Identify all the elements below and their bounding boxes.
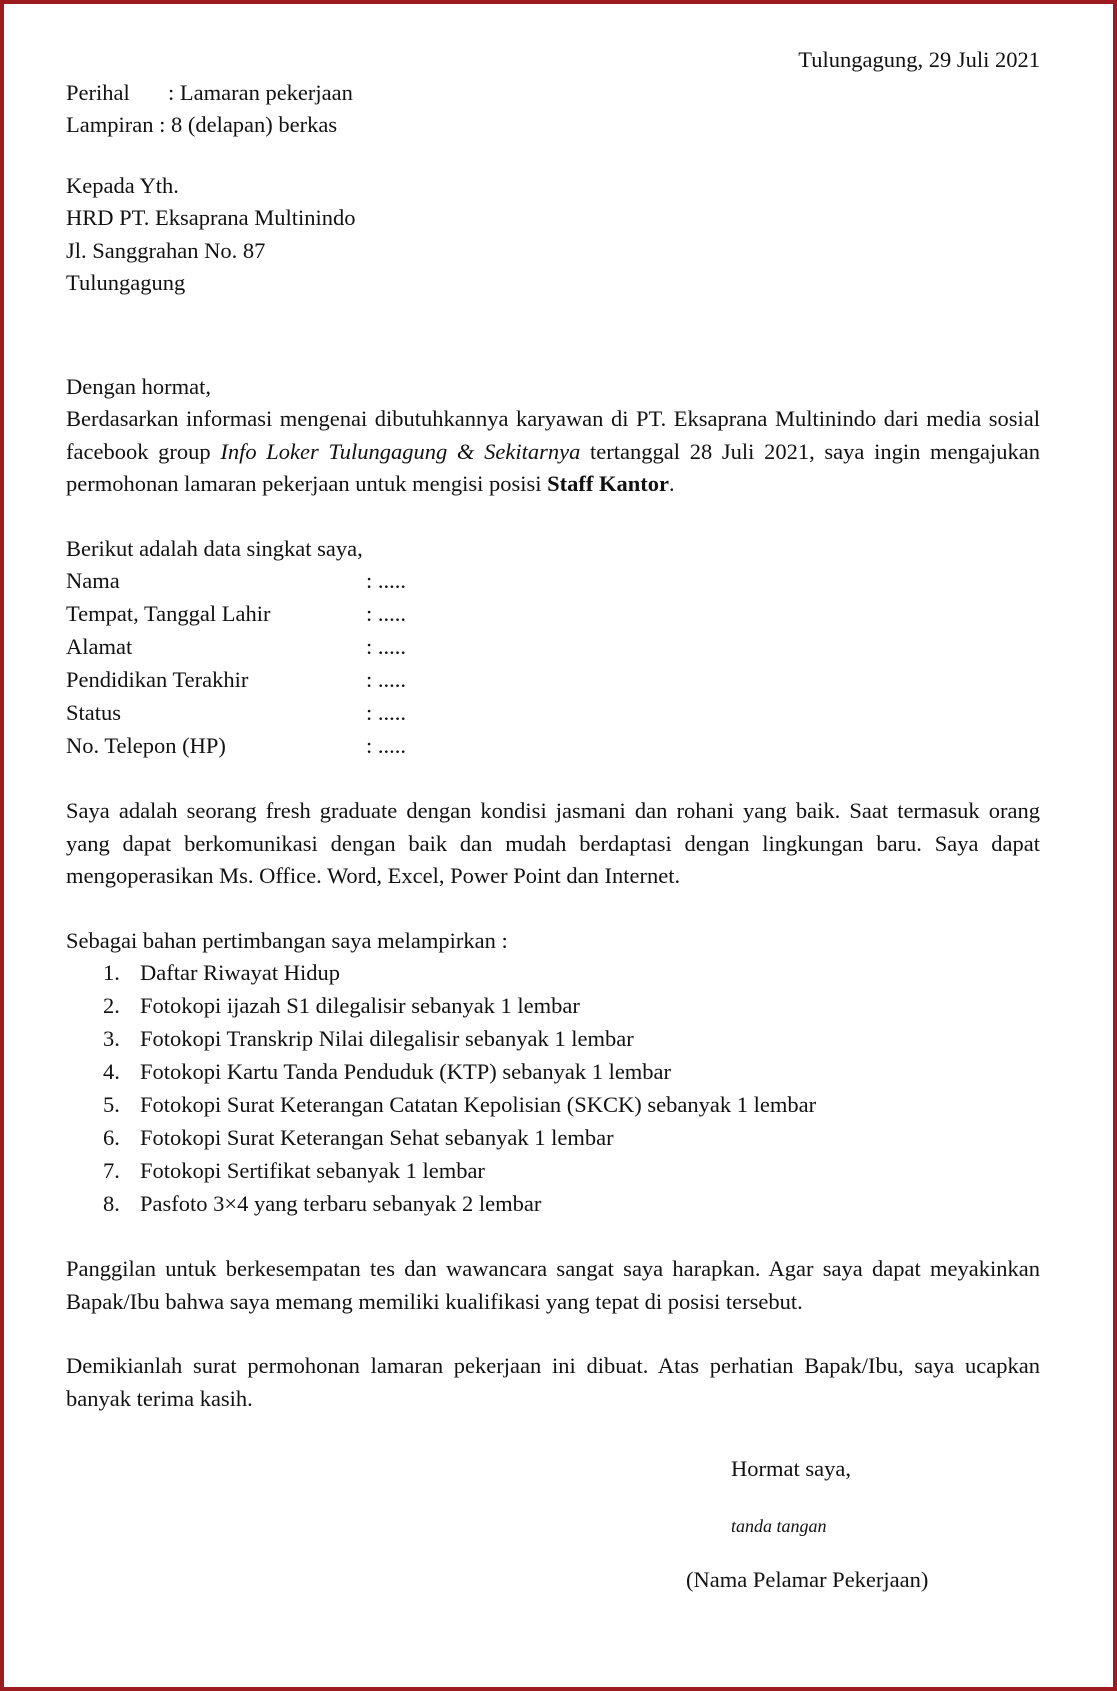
data-row [66, 631, 1040, 664]
list-item-number: 8. [103, 1191, 120, 1216]
recipient-greeting: Kepada Yth. [66, 172, 179, 198]
data-row [66, 598, 1040, 631]
list-item-number-wrap [66, 957, 140, 990]
data-label: Pendidikan Terakhir [66, 667, 249, 692]
lampiran-label: Lampiran [66, 112, 154, 137]
data-row [66, 697, 1040, 730]
lampiran-row [66, 109, 1040, 142]
list-item-number-wrap [66, 1122, 140, 1155]
signature-placeholder: tanda tangan [731, 1515, 827, 1536]
personal-data-table [66, 565, 1040, 763]
data-value: : ..... [366, 733, 407, 758]
salutation: Dengan hormat, [66, 373, 211, 399]
list-item-number: 2. [103, 993, 120, 1018]
self-description-paragraph: Saya adalah seorang fresh graduate dengan kondisi jasmani dan rohani yang baik. Saat termasuk orang yang dapat berkomunikasi dengan baik dan mudah berdaptasi dengan lingkungan baru. Saya dapat mengoperasikan Ms. Office. Word, Excel, Power Point dan Internet. [66, 798, 1040, 888]
list-item-number-wrap [66, 1023, 140, 1056]
list-item-number: 3. [103, 1026, 120, 1051]
data-label: Tempat, Tanggal Lahir [66, 601, 271, 626]
list-item-number-wrap [66, 1188, 140, 1221]
data-value: : ..... [366, 667, 407, 692]
intro-part3: . [669, 471, 675, 496]
data-label: No. Telepon (HP) [66, 733, 226, 758]
intro-group-name: Info Loker Tulungagung & Sekitarnya [220, 438, 581, 464]
data-label: Status [66, 700, 122, 725]
letter-page [66, 44, 1040, 1596]
list-item [66, 1089, 1040, 1122]
closing-paragraph: Demikianlah surat permohonan lamaran pekerjaan ini dibuat. Atas perhatian Bapak/Ibu, saya ucapkan banyak terima kasih. [66, 1353, 1040, 1411]
list-item-text: Fotokopi Surat Keterangan Sehat sebanyak 1 lembar [140, 1125, 614, 1150]
list-item [66, 1155, 1040, 1188]
list-item-number: 6. [103, 1125, 120, 1150]
perihal-row [66, 77, 1040, 110]
list-item-text: Fotokopi Surat Keterangan Catatan Kepolisian (SKCK) sebanyak 1 lembar [140, 1092, 817, 1117]
attachments-list [66, 957, 1040, 1221]
data-label: Nama [66, 568, 120, 593]
closing-phrase: Hormat saya, [731, 1456, 851, 1481]
lampiran-value-text: : 8 (delapan) berkas [159, 112, 338, 137]
letter-date: Tulungagung, 29 Juli 2021 [798, 47, 1040, 72]
perihal-value: : Lamaran pekerjaan [168, 79, 353, 105]
list-item-number: 7. [103, 1158, 120, 1183]
list-item-text: Fotokopi ijazah S1 dilegalisir sebanyak 1 lembar [140, 993, 580, 1018]
intro-part1: Berdasarkan informasi mengenai dibutuhkannya karyawan di PT. Eksaprana Multinindo dari media sosial facebook group [66, 406, 1040, 464]
recipient-city: Tulungagung [66, 270, 186, 295]
data-intro: Berikut adalah data singkat saya, [66, 535, 363, 561]
perihal-label: Perihal [66, 79, 130, 105]
list-item-number-wrap [66, 990, 140, 1023]
data-label: Alamat [66, 634, 133, 659]
list-item [66, 1023, 1040, 1056]
list-item-text: Fotokopi Transkrip Nilai dilegalisir sebanyak 1 lembar [140, 1026, 634, 1051]
list-item-number: 5. [103, 1092, 120, 1117]
attachments-intro: Sebagai bahan pertimbangan saya melampirkan : [66, 927, 508, 953]
list-item-number-wrap [66, 1155, 140, 1188]
lampiran-value [153, 109, 337, 142]
intro-paragraph [66, 403, 1040, 501]
list-item [66, 990, 1040, 1023]
list-item [66, 957, 1040, 990]
intro-part2: tertanggal 28 Juli 2021, saya ingin mengajukan permohonan lamaran pekerjaan untuk mengisi posisi [66, 438, 1040, 496]
list-item-text: Daftar Riwayat Hidup [140, 960, 340, 985]
list-item-number-wrap [66, 1056, 140, 1089]
data-value: : ..... [366, 601, 407, 626]
data-row [66, 664, 1040, 697]
recipient-street: Jl. Sanggrahan No. 87 [66, 237, 266, 263]
recipient-block [66, 170, 1040, 300]
list-item-number: 1. [103, 960, 120, 985]
list-item-number-wrap [66, 1089, 140, 1122]
list-item [66, 1056, 1040, 1089]
data-value: : ..... [366, 568, 407, 593]
list-item [66, 1188, 1040, 1221]
applicant-name: (Nama Pelamar Pekerjaan) [686, 1566, 929, 1592]
list-item-number: 4. [103, 1059, 120, 1084]
list-item-text: Fotokopi Kartu Tanda Penduduk (KTP) sebanyak 1 lembar [140, 1059, 672, 1084]
list-item-text: Fotokopi Sertifikat sebanyak 1 lembar [140, 1158, 485, 1183]
data-value: : ..... [366, 700, 407, 725]
data-value: : ..... [366, 634, 407, 659]
list-item [66, 1122, 1040, 1155]
data-row [66, 730, 1040, 763]
intro-position: Staff Kantor [547, 471, 669, 496]
list-item-text: Pasfoto 3×4 yang terbaru sebanyak 2 lembar [140, 1191, 542, 1216]
recipient-company: HRD PT. Eksaprana Multinindo [66, 205, 356, 230]
data-row [66, 565, 1040, 598]
hope-paragraph: Panggilan untuk berkesempatan tes dan wawancara sangat saya harapkan. Agar saya dapat meyakinkan Bapak/Ibu bahwa saya memang memiliki kualifikasi yang tepat di posisi tersebut. [66, 1256, 1040, 1314]
